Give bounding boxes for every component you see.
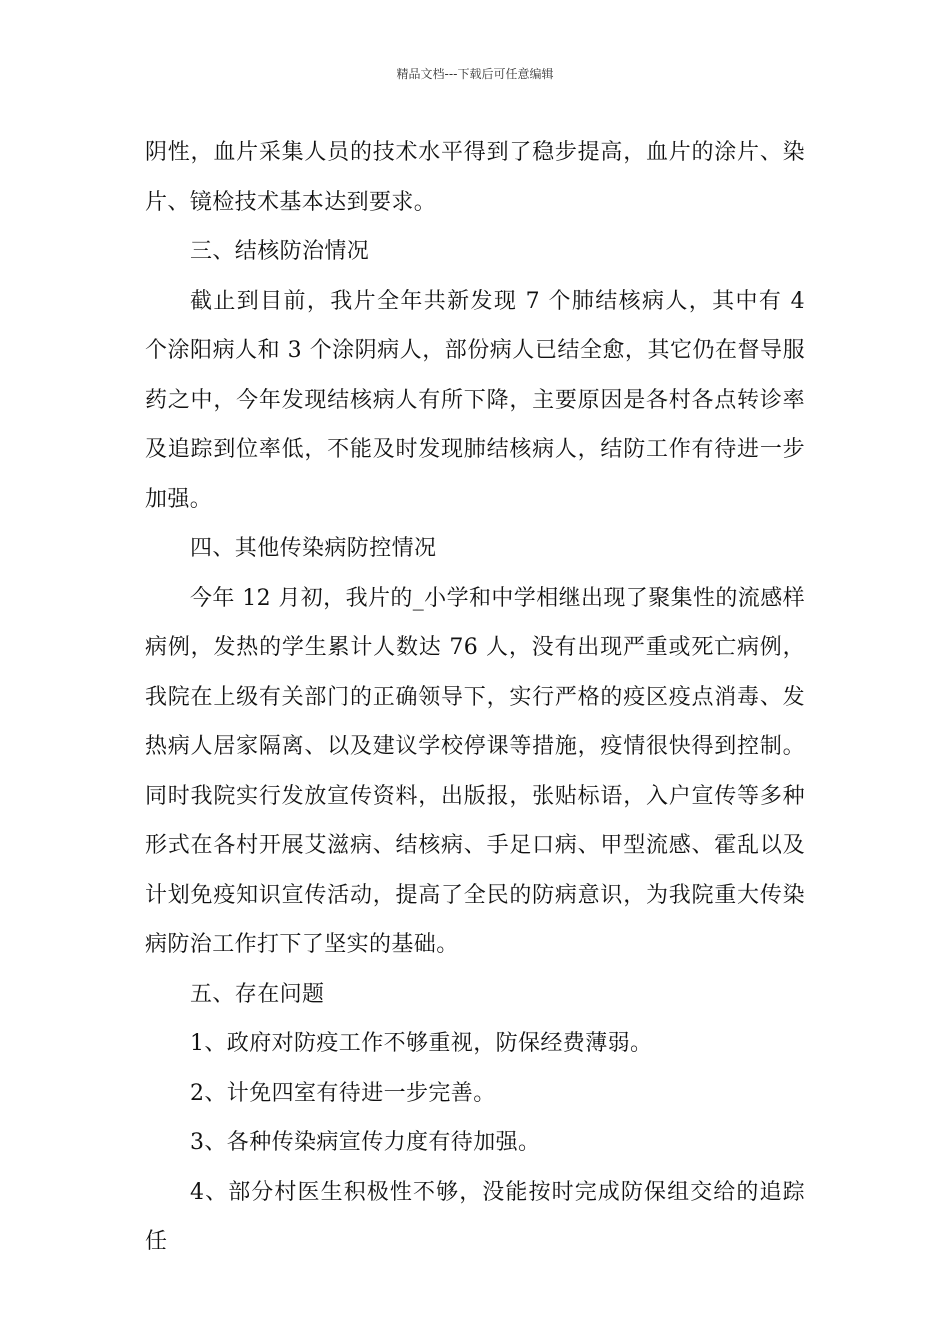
section-heading-tuberculosis: 三、结核防治情况 xyxy=(190,239,370,264)
paragraph-other-diseases: 今年 12 月初，我片的_小学和中学相继出现了聚集性的流感样病例，发热的学生累计人数达 76 人，没有出现严重或死亡病例，我院在上级有关部门的正确领导下，实行严格的疫区疫点消毒、发热病人居家隔离、以及建议学校停课等措施，疫情很快得到控制。同时我院实行发放宣传资料，出版报，张贴标语，入户宣传等多种形式在各村开展艾滋病、结核病、手足口病、甲型流感、霍乱以及计划免疫知识宣传活动，提高了全民的防病意识，为我院重大传染病防治工作打下了坚实的基础。 xyxy=(145,585,805,957)
page-header: 精品文档---下载后可任意编辑 xyxy=(396,67,554,81)
paragraph-continuation: 阴性，血片采集人员的技术水平得到了稳步提高，血片的涂片、染片、镜检技术基本达到要求。 xyxy=(145,140,805,215)
problem-item-2: 2、计免四室有待进一步完善。 xyxy=(190,1080,496,1106)
problem-item-4: 4、部分村医生积极性不够，没能按时完成防保组交给的追踪任 xyxy=(145,1179,805,1254)
paragraph-tuberculosis: 截止到目前，我片全年共新发现 7 个肺结核病人，其中有 4 个涂阳病人和 3 个涂阴病人，部份病人已结全愈，其它仍在督导服药之中，今年发现结核病人有所下降，主要原因是各村各点转诊率及追踪到位率低，不能及时发现肺结核病人，结防工作有待进一步加强。 xyxy=(145,288,805,512)
section-heading-other-diseases: 四、其他传染病防控情况 xyxy=(190,536,437,561)
section-heading-problems: 五、存在问题 xyxy=(190,981,325,1007)
problem-item-3: 3、各种传染病宣传力度有待加强。 xyxy=(190,1130,541,1155)
document-body xyxy=(145,128,805,1267)
problem-item-1: 1、政府对防疫工作不够重视，防保经费薄弱。 xyxy=(190,1031,653,1056)
